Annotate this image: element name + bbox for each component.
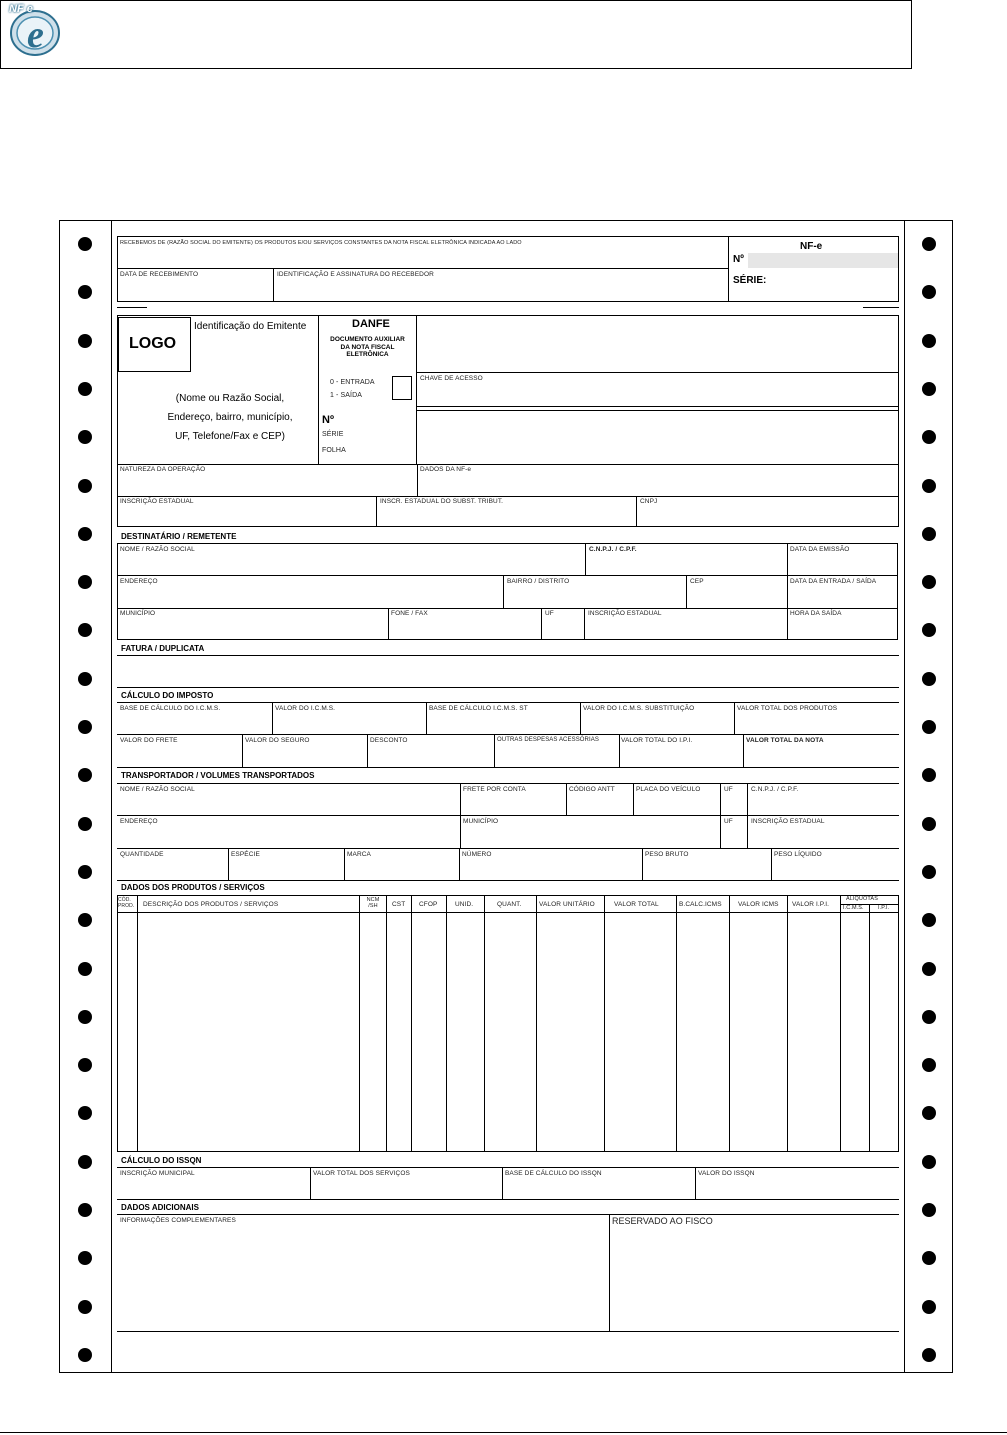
perforation-hole (78, 1058, 92, 1072)
transp-uf-label: UF (724, 786, 733, 793)
perforation-hole (922, 1155, 936, 1169)
nfe-logo-text: NF e (9, 3, 33, 15)
total-nota-label: VALOR TOTAL DA NOTA (746, 737, 824, 744)
issqn-base-label: BASE DE CÁLCULO DO ISSQN (505, 1170, 602, 1177)
divider (541, 608, 542, 640)
col-cfop: CFOP (419, 901, 438, 908)
perforation-hole (78, 527, 92, 541)
dest-data-emissao-label: DATA DA EMISSÃO (790, 546, 850, 553)
col-bcalc: B.CALC.ICMS (679, 901, 722, 908)
divider (417, 410, 899, 411)
divider (117, 526, 899, 527)
divider (460, 783, 461, 848)
perforation-hole (922, 527, 936, 541)
col-quant: QUANT. (497, 901, 522, 908)
transp-quantidade-label: QUANTIDADE (120, 851, 164, 858)
divider (720, 783, 721, 848)
divider (117, 767, 899, 768)
issqn-inscricao-label: INSCRIÇÃO MUNICIPAL (120, 1170, 195, 1177)
divider (417, 464, 418, 496)
emitente-title: Identificação do Emitente (194, 321, 307, 332)
col-unit: VALOR UNITÁRIO (539, 901, 595, 908)
desconto-label: DESCONTO (370, 737, 408, 744)
numero-shaded-field (748, 253, 898, 268)
perforation-hole (922, 720, 936, 734)
produtos-title: DADOS DOS PRODUTOS / SERVIÇOS (121, 883, 265, 892)
dest-inscricao-label: INSCRIÇÃO ESTADUAL (588, 610, 662, 617)
col-vicms: VALOR ICMS (738, 901, 779, 908)
divider (734, 702, 735, 734)
divider (117, 880, 899, 881)
transp-uf2-label: UF (724, 818, 733, 825)
divider (502, 1167, 503, 1199)
perforation-hole (78, 1203, 92, 1217)
divider (117, 496, 899, 497)
col-aliquotas: ALÍQUOTAS (846, 896, 878, 902)
dest-fone-label: FONE / FAX (391, 610, 428, 617)
perforation-hole (78, 720, 92, 734)
divider (376, 496, 377, 526)
col-divider (446, 895, 447, 1152)
danfe-subtitle-line: DA NOTA FISCAL (340, 343, 395, 351)
perforation-hole (922, 672, 936, 686)
danfe-subtitle (319, 336, 416, 359)
divider (426, 702, 427, 734)
issqn-title: CÁLCULO DO ISSQN (121, 1156, 202, 1165)
valor-icms-label: VALOR DO I.C.M.S. (275, 705, 336, 712)
perforation-hole (922, 865, 936, 879)
canhoto-nfe-title: NF-e (800, 241, 823, 252)
divider (117, 464, 899, 465)
col-divider (840, 895, 841, 1152)
info-complementares-label: INFORMAÇÕES COMPLEMENTARES (120, 1217, 236, 1224)
reservado-fisco-label: RESERVADO AO FISCO (612, 1216, 713, 1226)
col-descricao: DESCRIÇÃO DOS PRODUTOS / SERVIÇOS (143, 901, 279, 908)
transp-endereco-label: ENDEREÇO (120, 818, 158, 825)
divider (417, 406, 899, 407)
base-icms-label: BASE DE CÁLCULO DO I.C.M.S. (120, 705, 221, 712)
col-und: UNID. (455, 901, 474, 908)
col-divider (411, 895, 412, 1152)
divider (272, 702, 273, 734)
col-divider (359, 895, 360, 1152)
transp-peso-liquido-label: PESO LÍQUIDO (774, 851, 822, 858)
cut-line-right (863, 307, 899, 308)
emitente-desc-line: (Nome ou Razão Social, (175, 393, 285, 404)
inscr-subst-label: INSCR. ESTADUAL DO SUBST. TRIBUT. (380, 498, 504, 505)
divider (619, 734, 620, 767)
perforation-hole (78, 817, 92, 831)
identificacao-recebedor-label: IDENTIFICAÇÃO E ASSINATURA DO RECEBEDOR (277, 271, 434, 278)
fatura-title: FATURA / DUPLICATA (121, 644, 205, 653)
issqn-valor-label: VALOR DO ISSQN (698, 1170, 755, 1177)
divider (117, 315, 899, 316)
svg-text:e: e (27, 14, 44, 56)
dest-uf-label: UF (545, 610, 554, 617)
danfe-subtitle-line: DOCUMENTO AUXILIAR (330, 336, 405, 343)
produtos-table (117, 895, 899, 1152)
perforation-hole (78, 962, 92, 976)
col-ipi: I.P.I. (878, 905, 890, 911)
dest-cnpj-label: C.N.P.J. / C.P.F. (589, 546, 637, 553)
transp-frete-label: FRETE POR CONTA (463, 786, 526, 793)
transp-placa-label: PLACA DO VEÍCULO (636, 786, 701, 793)
perforation-hole (922, 1203, 936, 1217)
divider (242, 734, 243, 767)
cnpj-emitente-label: CNPJ (640, 498, 658, 505)
divider (388, 608, 389, 640)
transp-numero-label: NÚMERO (462, 851, 492, 858)
issqn-total-label: VALOR TOTAL DOS SERVIÇOS (313, 1170, 410, 1177)
divider (459, 848, 460, 880)
divider (642, 848, 643, 880)
divider (117, 848, 899, 849)
divider (117, 608, 898, 609)
divider (787, 543, 788, 640)
col-vipi: VALOR I.P.I. (792, 901, 830, 908)
natureza-operacao-label: NATUREZA DA OPERAÇÃO (120, 466, 206, 473)
valor-st-label: VALOR DO I.C.M.S. SUBSTITUIÇÃO (583, 705, 695, 712)
divider (273, 268, 274, 302)
danfe-entrada: 0 - ENTRADA (330, 379, 375, 386)
divider (636, 496, 637, 526)
perforation-hole (922, 575, 936, 589)
divider (117, 655, 899, 656)
emitente-desc-line: UF, Telefone/Fax e CEP) (175, 431, 285, 442)
dados-nfe-label: DADOS DA NF-e (420, 466, 472, 473)
divider (584, 608, 585, 640)
dest-nome-label: NOME / RAZÃO SOCIAL (120, 546, 195, 553)
nfe-logo (3, 3, 63, 59)
col-ncm: NCM /SH (366, 897, 380, 909)
col-divider (536, 895, 537, 1152)
divider (695, 1167, 696, 1199)
perforation-hole (922, 1300, 936, 1314)
perforation-hole (78, 479, 92, 493)
page-footer-line (0, 1432, 1007, 1433)
divider (367, 734, 368, 767)
col-cod: CÓD. PROD. (118, 897, 135, 909)
divider (117, 687, 899, 688)
divider (228, 848, 229, 880)
transp-cnpj-label: C.N.P.J. / C.P.F. (751, 786, 799, 793)
perforation-hole (922, 962, 936, 976)
base-st-label: BASE DE CÁLCULO I.C.M.S. ST (429, 705, 528, 712)
total-produtos-label: VALOR TOTAL DOS PRODUTOS (737, 705, 838, 712)
col-total: VALOR TOTAL (614, 901, 659, 908)
perforation-hole (78, 334, 92, 348)
perforation-hole (78, 1010, 92, 1024)
divider (117, 1199, 899, 1200)
col-divider (729, 895, 730, 1152)
col-divider (386, 895, 387, 1152)
perforation-hole (78, 1348, 92, 1362)
divider (633, 783, 634, 815)
transp-peso-bruto-label: PESO BRUTO (645, 851, 689, 858)
perforation-hole (922, 334, 936, 348)
seguro-label: VALOR DO SEGURO (245, 737, 310, 744)
perforation-hole (78, 575, 92, 589)
adicionais-title: DADOS ADICIONAIS (121, 1203, 199, 1212)
recebemos-text: RECEBEMOS DE (RAZÃO SOCIAL DO EMITENTE) OS PRODUTOS E/OU SERVIÇOS CONSTANTES DA NOTA FISCAL ELETRÔNICA INDICADA AO LADO (120, 240, 522, 246)
transp-especie-label: ESPÉCIE (231, 851, 260, 858)
col-divider (869, 904, 870, 1152)
emitente-desc-line: Endereço, bairro, município, (167, 412, 293, 423)
divider (585, 543, 586, 575)
col-divider (137, 895, 138, 1152)
perforation-hole (78, 672, 92, 686)
col-divider (604, 895, 605, 1152)
divider (566, 783, 567, 815)
header-box (0, 0, 912, 69)
col-divider (787, 895, 788, 1152)
perforation-hole (78, 237, 92, 251)
chave-acesso-label: CHAVE DE ACESSO (420, 375, 483, 382)
divider (417, 372, 899, 373)
transp-nome-label: NOME / RAZÃO SOCIAL (120, 786, 195, 793)
divider (117, 1214, 899, 1215)
col-cst: CST (392, 901, 406, 908)
perforation-hole (922, 1010, 936, 1024)
dest-bairro-label: BAIRRO / DISTRITO (507, 578, 570, 585)
col-icms: I.C.M.S. (843, 905, 864, 911)
divider (743, 734, 744, 767)
tipo-operacao-box (392, 376, 412, 400)
divider (117, 1331, 899, 1332)
divider (117, 912, 899, 913)
left-margin-line (111, 220, 112, 1373)
danfe-title: DANFE (352, 318, 390, 330)
perforation-hole (78, 865, 92, 879)
outras-despesas-label: OUTRAS DESPESAS ACESSÓRIAS (497, 737, 599, 743)
perforation-hole (78, 1300, 92, 1314)
divider (686, 575, 687, 608)
dest-hora-label: HORA DA SAÍDA (790, 610, 842, 617)
right-margin-line (904, 220, 905, 1373)
perforation-hole (922, 1058, 936, 1072)
divider (117, 1167, 899, 1168)
danfe-saida: 1 - SAÍDA (330, 392, 363, 399)
perforation-hole (922, 237, 936, 251)
transp-antt-label: CÓDIGO ANTT (569, 786, 615, 793)
transportador-title: TRANSPORTADOR / VOLUMES TRANSPORTADOS (121, 771, 315, 780)
divider (117, 783, 899, 784)
inscricao-estadual-label: INSCRIÇÃO ESTADUAL (120, 498, 194, 505)
col-divider (676, 895, 677, 1152)
divider (494, 734, 495, 767)
danfe-subtitle-line: ELETRÔNICA (346, 351, 389, 358)
perforation-hole (78, 382, 92, 396)
perforation-hole (922, 817, 936, 831)
danfe-folha: FOLHA (322, 447, 346, 454)
danfe-serie: SÉRIE (322, 431, 344, 438)
divider (898, 315, 899, 526)
divider (771, 848, 772, 880)
canhoto-serie-label: SÉRIE: (733, 275, 767, 286)
perforation-hole (922, 382, 936, 396)
divider (310, 1167, 311, 1199)
divider (609, 1214, 610, 1331)
frete-label: VALOR DO FRETE (120, 737, 178, 744)
divider (580, 702, 581, 734)
transp-marca-label: MARCA (347, 851, 371, 858)
destinatario-box (117, 543, 898, 640)
data-recebimento-label: DATA DE RECEBIMENTO (120, 271, 199, 278)
divider (117, 702, 899, 703)
divider (117, 734, 899, 735)
dest-cep-label: CEP (690, 578, 704, 585)
divider (503, 575, 504, 608)
perforation-hole (922, 479, 936, 493)
perforation-hole (922, 1348, 936, 1362)
emitente-description (150, 389, 310, 446)
transp-inscricao-label: INSCRIÇÃO ESTADUAL (751, 818, 825, 825)
danfe-numero: Nº (322, 414, 334, 426)
dest-data-entrada-label: DATA DA ENTRADA / SAÍDA (790, 578, 877, 585)
dest-municipio-label: MUNICÍPIO (120, 610, 156, 617)
divider (117, 315, 118, 526)
divider (117, 575, 898, 576)
perforation-hole (78, 1155, 92, 1169)
destinatario-title: DESTINATÁRIO / REMETENTE (121, 532, 237, 541)
imposto-title: CÁLCULO DO IMPOSTO (121, 691, 214, 700)
logo-text: LOGO (129, 335, 177, 352)
dest-endereco-label: ENDEREÇO (120, 578, 158, 585)
divider (728, 236, 729, 302)
divider (117, 268, 729, 269)
canhoto-numero-label: Nº (733, 254, 744, 265)
cut-line-left (117, 307, 147, 308)
col-divider (484, 895, 485, 1152)
transp-municipio-label: MUNICÍPIO (463, 818, 499, 825)
divider (344, 848, 345, 880)
divider (747, 783, 748, 848)
divider (117, 815, 899, 816)
valor-ipi-label: VALOR TOTAL DO I.P.I. (621, 737, 693, 744)
